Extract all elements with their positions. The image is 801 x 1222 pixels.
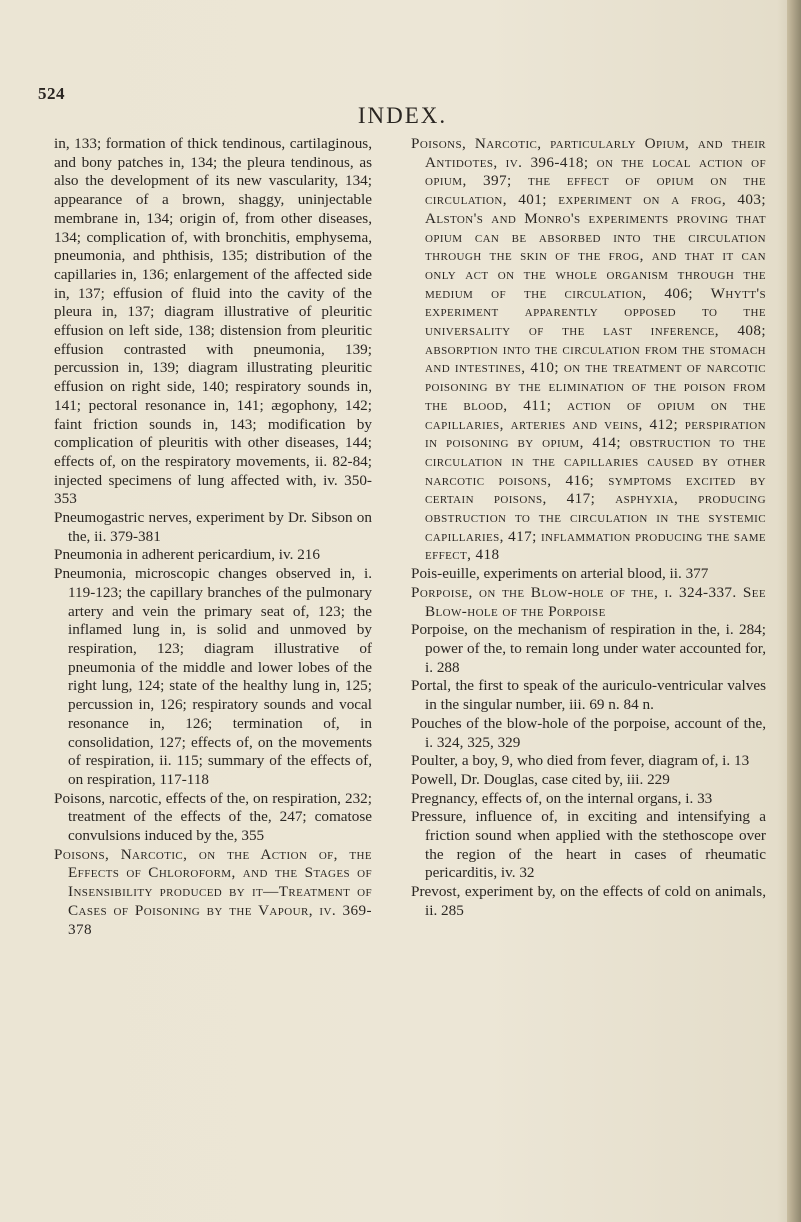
index-entry: Prevost, experiment by, on the effects of cold on animals, ii. 285 — [411, 883, 766, 919]
index-entry: Powell, Dr. Douglas, case cited by, iii. 229 — [411, 770, 670, 788]
index-entry: in, 133; formation of thick tendinous, cartilaginous, and bony patches in, 134; the pleura tendinous, as also the development of its new vascularity, 134; appearance of a brown, shaggy, uninjectable membrane in, 134; origin of, from other diseases, 134; complication of, with bronchitis, emphysema, pneumonia, and phthisis, 135; distribution of the capillaries in, 136; enlargement of the affected side in, 137; effusion of fluid into the cavity of the pleura in, 137; diagram illustrative of pleuritic effusion on left side, 138; distension from pleuritic effusion contrasted with pneumonia, 139; percussion in, 139; diagram illustrating pleuritic effusion on right side, 140; respiratory sounds in, 141; pectoral resonance in, 141; ægophony, 142; faint friction sounds in, 143; modification by complication of pleuritis with other diseases, 144; effects of, on the respiratory movements, ii. 82-84; injected specimens of lung affected with, iv. 350-353 — [54, 135, 372, 508]
index-entry: Pois-euille, experiments on arterial blood, ii. 377 — [411, 565, 709, 583]
page-number: 524 — [38, 84, 65, 103]
index-entry: Poisons, narcotic, effects of the, on respiration, 232; treatment of the effects of the, 247; comatose convulsions induced by the, 355 — [54, 789, 372, 845]
index-entry: Pressure, influence of, in exciting and intensifying a friction sound when applied with the stethoscope over the region of the heart in cases of rheumatic pericarditis, iv. 32 — [411, 808, 766, 882]
index-entry-heading: Poisons, Narcotic, particularly Opium, and their Antidotes, iv. 396-418; on the local action of opium, 397; the effect of opium on the circulation, 401; experiment on a frog, 403; Alston's and Monro's experiments proving that opium can be absorbed into the circulation through the skin of the frog, and that it can only act on the whole organism through the medium of the circulation, 406; Whytt's experiment apparently opposed to the universality of the last inference, 408; absorption into the circulation from the stomach and intestines, 410; on the treatment of narcotic poisoning by the elimination of the poison from the blood, 411; action of opium on the capillaries, arteries and veins, 412; perspiration in poisoning by opium, 414; obstruction to the circulation in the capillaries caused by other narcotic poisons, 416; symptoms excited by certain poisons, 417; asphyxia, producing obstruction to the circulation in the systemic capillaries, 417; inflammation producing the same effect, 418 — [411, 135, 766, 564]
page-edge — [787, 0, 801, 1222]
index-entry: Pouches of the blow-hole of the porpoise, account of the, i. 324, 325, 329 — [411, 714, 766, 751]
index-entry: Porpoise, on the mechanism of respiration in the, i. 284; power of the, to remain long under water accounted for, i. 288 — [411, 621, 766, 676]
index-entry: Pneumogastric nerves, experiment by Dr. Sibson on the, ii. 379-381 — [54, 509, 372, 545]
index-entry-heading: Poisons, Narcotic, on the Action of, the Effects of Chloroform, and the Stages of Insensibility produced by it—Treatment of Cases of Poisoning by the Vapour, iv. 369-378 — [54, 845, 372, 938]
index-entry: Pneumonia in adherent pericardium, iv. 216 — [54, 546, 320, 564]
index-entry-heading: Porpoise, on the Blow-hole of the, i. 324-337. See Blow-hole of the Porpoise — [411, 583, 766, 620]
index-entry: Pneumonia, microscopic changes observed in, i. 119-123; the capillary branches of the pulmonary artery and vein the primary seat of, 123; the inflamed lung in, is solid and unmoved by respiration, 123; diagram illustrative of pneumonia of the middle and lower lobes of the right lung, 124; state of the healthy lung in, 125; percussion in, 126; respiratory sounds and vocal resonance in, 126; termination of, in consolidation, 127; effects of, on the movements of respiration, ii. 115; summary of the effects of, on respiration, 117-118 — [54, 565, 372, 788]
index-entry: Poulter, a boy, 9, who died from fever, diagram of, i. 13 — [411, 752, 750, 770]
index-column-right — [411, 135, 766, 921]
index-column-left — [54, 135, 372, 939]
index-entry: Portal, the first to speak of the auriculo-ventricular valves in the singular number, iii. 69 n. 84 n. — [411, 677, 766, 714]
index-entry: Pregnancy, effects of, on the internal organs, i. 33 — [411, 789, 713, 807]
running-head: INDEX. — [357, 103, 448, 128]
